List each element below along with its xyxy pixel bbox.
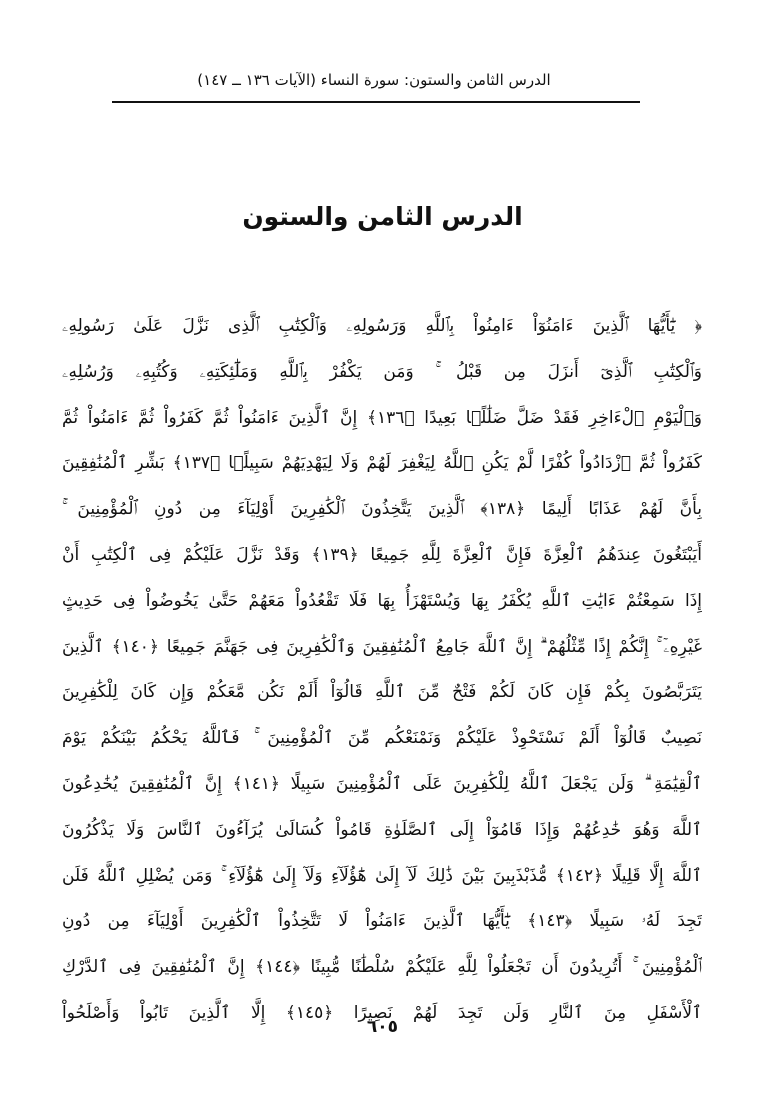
verse-line: نَصِيبٌ قَالُوٓاْ أَلَمْ نَسْتَحْوِذْ عَلَيْكُمْ وَنَمْنَعْكُم مِّنَ ٱلْمُؤْمِنِينَ ۚ فَٱللَّهُ يَحْكُمُ بَيْنَكُمْ يَوْمَ (62, 728, 702, 749)
verse-line: أَيَبْتَغُونَ عِندَهُمُ ٱلْعِزَّةَ فَإِنَّ ٱلْعِزَّةَ لِلَّهِ جَمِيعًا ﴿١٣٩﴾ وَقَدْ نَزَّلَ عَلَيْكُمْ فِى ٱلْكِتَٰبِ أَنْ (62, 544, 702, 565)
verse-line: إِذَا سَمِعْتُمْ ءَايَٰتِ ٱللَّهِ يُكْفَرُ بِهَا وَيُسْتَهْزَأُ بِهَا فَلَا تَقْعُدُواْ مَعَهُمْ حَتَّىٰ يَخُوضُواْ فِى حَدِيثٍ (62, 590, 702, 611)
verse-line: ٱلْمُؤْمِنِينَ ۚ أَتُرِيدُونَ أَن تَجْعَلُواْ لِلَّهِ عَلَيْكُمْ سُلْطَٰنًا مُّبِينًا ﴿١٤٤﴾ إِنَّ ٱلْمُنَٰفِقِينَ فِى ٱلدَّرْكِ (62, 957, 702, 978)
verse-line: ٱللَّهَ إِلَّا قَلِيلًا ﴿١٤٢﴾ مُّذَبْذَبِينَ بَيْنَ ذَٰلِكَ لَآ إِلَىٰ هَٰٓؤُلَآءِ وَلَآ إِلَىٰ هَٰٓؤُلَآءِ ۚ وَمَن يُضْلِلِ ٱللَّهُ فَلَن (62, 865, 702, 886)
header-divider (112, 101, 640, 103)
verse-line: ٱلْأَسْفَلِ مِنَ ٱلنَّارِ وَلَن تَجِدَ لَهُمْ نَصِيرًا ﴿١٤٥﴾ إِلَّا ٱلَّذِينَ تَابُواْ وَأَصْلَحُواْ (62, 1002, 702, 1023)
verse-line: يَتَرَبَّصُونَ بِكُمْ فَإِن كَانَ لَكُمْ فَتْحٌ مِّنَ ٱللَّهِ قَالُوٓاْ أَلَمْ نَكُن مَّعَكُمْ وَإِن كَانَ لِلْكَٰفِرِينَ (62, 682, 702, 703)
running-header: الدرس الثامن والستون: سورة النساء (الآيات ١٣٦ ــ ١٤٧) (197, 71, 551, 89)
verse-block (62, 304, 702, 1037)
verse-line: كَفَرُواْ ثُمَّ ٱزْدَادُواْ كُفْرًا لَّمْ يَكُنِ ٱللَّهُ لِيَغْفِرَ لَهُمْ وَلَا لِيَهْدِيَهُمْ سَبِيلًۢا ﴿١٣٧﴾ بَشِّرِ ٱلْمُنَٰفِقِينَ (62, 453, 702, 474)
verse-line: وَٱلْكِتَٰبِ ٱلَّذِىٓ أَنزَلَ مِن قَبْلُ ۚ وَمَن يَكْفُرْ بِٱللَّهِ وَمَلَٰٓئِكَتِهِۦ وَكُتُبِهِۦ وَرُسُلِهِۦ (62, 361, 702, 382)
verse-line: وَٱلْيَوْمِ ٱلْءَاخِرِ فَقَدْ ضَلَّ ضَلَٰلًۢا بَعِيدًا ﴿١٣٦﴾ إِنَّ ٱلَّذِينَ ءَامَنُواْ ثُمَّ كَفَرُواْ ثُمَّ ءَامَنُواْ ثُمَّ (62, 407, 702, 428)
verse-line: بِأَنَّ لَهُمْ عَذَابًا أَلِيمًا ﴿١٣٨﴾ ٱلَّذِينَ يَتَّخِذُونَ ٱلْكَٰفِرِينَ أَوْلِيَآءَ مِن دُونِ ٱلْمُؤْمِنِينَ ۚ (62, 499, 702, 520)
verse-line: غَيْرِهِۦٓ ۚ إِنَّكُمْ إِذًا مِّثْلُهُمْ ۗ إِنَّ ٱللَّهَ جَامِعُ ٱلْمُنَٰفِقِينَ وَٱلْكَٰفِرِينَ فِى جَهَنَّمَ جَمِيعًا ﴿١٤٠﴾ ٱلَّذِينَ (62, 636, 702, 657)
verse-line: ٱللَّهَ وَهُوَ خَٰدِعُهُمْ وَإِذَا قَامُوٓاْ إِلَى ٱلصَّلَوٰةِ قَامُواْ كُسَالَىٰ يُرَآءُونَ ٱلنَّاسَ وَلَا يَذْكُرُونَ (62, 819, 702, 840)
verse-line: تَجِدَ لَهُۥ سَبِيلًا ﴿١٤٣﴾ يَٰٓأَيُّهَا ٱلَّذِينَ ءَامَنُواْ لَا تَتَّخِذُواْ ٱلْكَٰفِرِينَ أَوْلِيَآءَ مِن دُونِ (62, 911, 702, 932)
verse-line: ٱلْقِيَٰمَةِ ۗ وَلَن يَجْعَلَ ٱللَّهُ لِلْكَٰفِرِينَ عَلَى ٱلْمُؤْمِنِينَ سَبِيلًا ﴿١٤١﴾ إِنَّ ٱلْمُنَٰفِقِينَ يُخَٰدِعُونَ (62, 773, 702, 794)
lesson-title: الدرس الثامن والستون (242, 202, 523, 231)
verse-line: ﴿ يَٰٓأَيُّهَا ٱلَّذِينَ ءَامَنُوٓاْ ءَامِنُواْ بِٱللَّهِ وَرَسُولِهِۦ وَٱلْكِتَٰبِ ٱلَّذِى نَزَّلَ عَلَىٰ رَسُولِهِۦ (62, 316, 702, 336)
page-number: ٦٠٥ (366, 1017, 399, 1037)
